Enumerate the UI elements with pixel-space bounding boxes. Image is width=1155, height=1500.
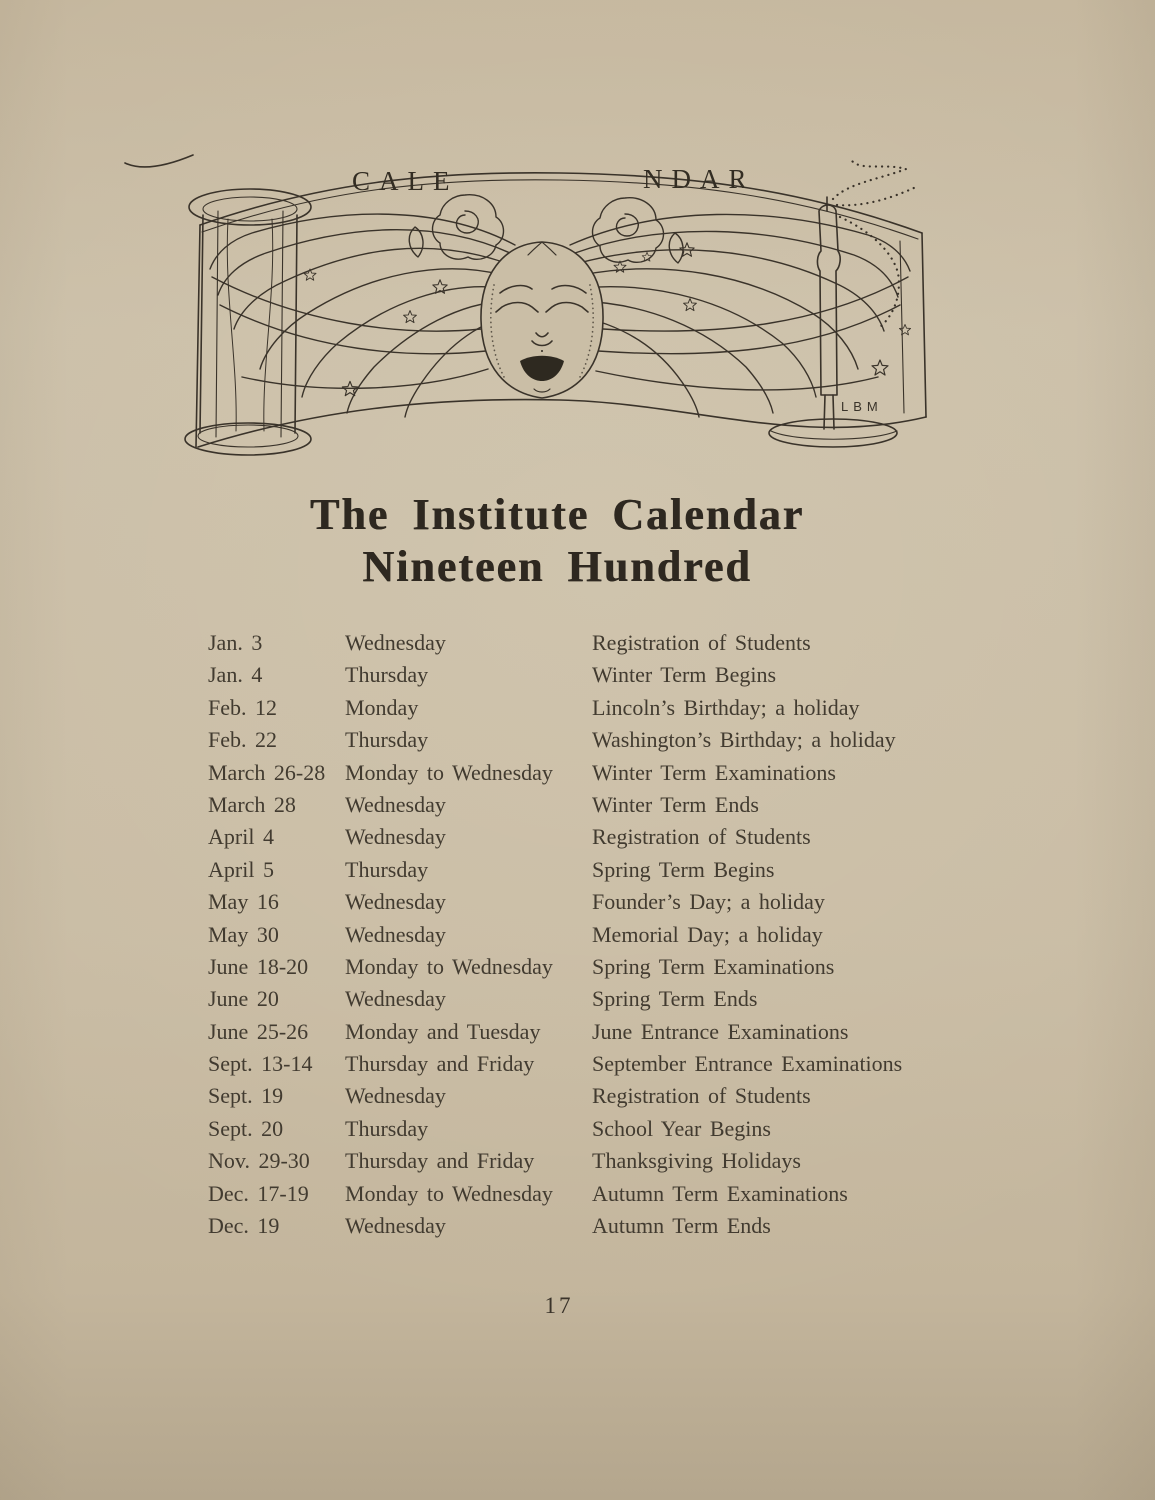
calendar-row <box>208 986 988 1018</box>
calendar-day: Wednesday <box>345 1213 446 1239</box>
page-title-line2: Nineteen Hundred <box>362 542 752 591</box>
calendar-day: Thursday and Friday <box>345 1051 535 1077</box>
calendar-date: Nov. 29-30 <box>208 1148 310 1174</box>
calendar-day: Wednesday <box>345 630 446 655</box>
calendar-row <box>208 760 988 792</box>
calendar-day: Monday to Wednesday <box>345 953 553 979</box>
calendar-date: Feb. 22 <box>208 727 277 753</box>
calendar-day: Monday and Tuesday <box>345 1018 541 1044</box>
calendar-event: Registration of Students <box>592 630 811 655</box>
calendar-date: April 5 <box>208 856 274 882</box>
calendar-date: Jan. 3 <box>208 630 263 655</box>
calendar-event: Spring Term Ends <box>592 986 758 1012</box>
calendar-date: June 18-20 <box>208 953 309 979</box>
page-title-line1: The Institute Calendar <box>309 490 805 539</box>
calendar-date: June 25-26 <box>208 1018 309 1044</box>
calendar-date: May 30 <box>208 921 279 947</box>
calendar-event: Founder’s Day; a holiday <box>592 889 825 915</box>
calendar-event: Winter Term Ends <box>592 791 759 817</box>
artist-signature: LBM <box>841 399 883 414</box>
calendar-row <box>208 1116 988 1148</box>
calendar-day: Monday to Wednesday <box>345 759 553 785</box>
calendar-event: June Entrance Examinations <box>592 1018 849 1044</box>
calendar-event: School Year Begins <box>592 1115 771 1141</box>
calendar-row <box>208 792 988 824</box>
banner-word-cale: CALE <box>352 166 459 196</box>
calendar-date: Feb. 12 <box>208 694 277 720</box>
calendar-day: Thursday and Friday <box>345 1148 535 1174</box>
calendar-event: Winter Term Begins <box>592 662 777 688</box>
calendar-row <box>208 1019 988 1051</box>
calendar-date: March 28 <box>208 791 296 817</box>
calendar-row <box>208 1051 988 1083</box>
calendar-day: Wednesday <box>345 791 446 817</box>
calendar-event: Spring Term Examinations <box>592 953 835 979</box>
calendar-event: Spring Term Begins <box>592 856 775 882</box>
calendar-date: May 16 <box>208 889 279 915</box>
calendar-row <box>208 922 988 954</box>
calendar-row <box>208 1083 988 1115</box>
calendar-row <box>208 857 988 889</box>
calendar-row <box>208 1213 988 1245</box>
calendar-row <box>208 1181 988 1213</box>
calendar-day: Wednesday <box>345 986 446 1012</box>
calendar-row <box>208 695 988 727</box>
calendar-event: Washington’s Birthday; a holiday <box>592 727 896 753</box>
calendar-date: Sept. 20 <box>208 1115 284 1141</box>
face-illustration <box>481 242 603 398</box>
calendar-day: Wednesday <box>345 889 446 915</box>
calendar-event: Lincoln’s Birthday; a holiday <box>592 694 860 720</box>
calendar-date: June 20 <box>208 986 279 1012</box>
calendar-event: Thanksgiving Holidays <box>592 1148 801 1174</box>
calendar-date: March 26-28 <box>208 759 326 785</box>
calendar-day: Thursday <box>345 662 429 688</box>
hourglass-illustration <box>185 189 311 455</box>
calendar-date: Dec. 17-19 <box>208 1180 309 1206</box>
calendar-table <box>208 630 988 1245</box>
calendar-date: April 4 <box>208 824 274 850</box>
calendar-day: Thursday <box>345 856 429 882</box>
calendar-event: Registration of Students <box>592 1083 811 1109</box>
calendar-day: Thursday <box>345 727 429 753</box>
calendar-row <box>208 889 988 921</box>
calendar-row <box>208 662 988 694</box>
calendar-day: Wednesday <box>345 824 446 850</box>
calendar-event: Winter Term Examinations <box>592 759 836 785</box>
calendar-day: Monday to Wednesday <box>345 1180 553 1206</box>
calendar-day: Wednesday <box>345 1083 446 1109</box>
calendar-event: Autumn Term Ends <box>592 1213 771 1239</box>
calendar-row <box>208 727 988 759</box>
page-number: 17 <box>544 1293 574 1318</box>
candle-smoke <box>833 161 916 327</box>
calendar-event: Autumn Term Examinations <box>592 1180 848 1206</box>
margin-pen-mark <box>125 155 193 167</box>
calendar-date: Sept. 19 <box>208 1083 284 1109</box>
calendar-day: Wednesday <box>345 921 446 947</box>
calendar-row <box>208 630 988 662</box>
banner-word-ndar: NDAR <box>643 164 756 194</box>
calendar-row <box>208 824 988 856</box>
calendar-date: Sept. 13-14 <box>208 1051 313 1077</box>
calendar-date: Jan. 4 <box>208 662 263 688</box>
calendar-event: Registration of Students <box>592 824 811 850</box>
calendar-date: Dec. 19 <box>208 1213 280 1239</box>
calendar-header-illustration <box>100 145 960 470</box>
calendar-row <box>208 1148 988 1180</box>
page-title <box>0 489 1114 593</box>
calendar-event: Memorial Day; a holiday <box>592 921 823 947</box>
calendar-day: Thursday <box>345 1115 429 1141</box>
calendar-event: September Entrance Examinations <box>592 1051 903 1077</box>
calendar-row <box>208 954 988 986</box>
calendar-day: Monday <box>345 694 419 720</box>
